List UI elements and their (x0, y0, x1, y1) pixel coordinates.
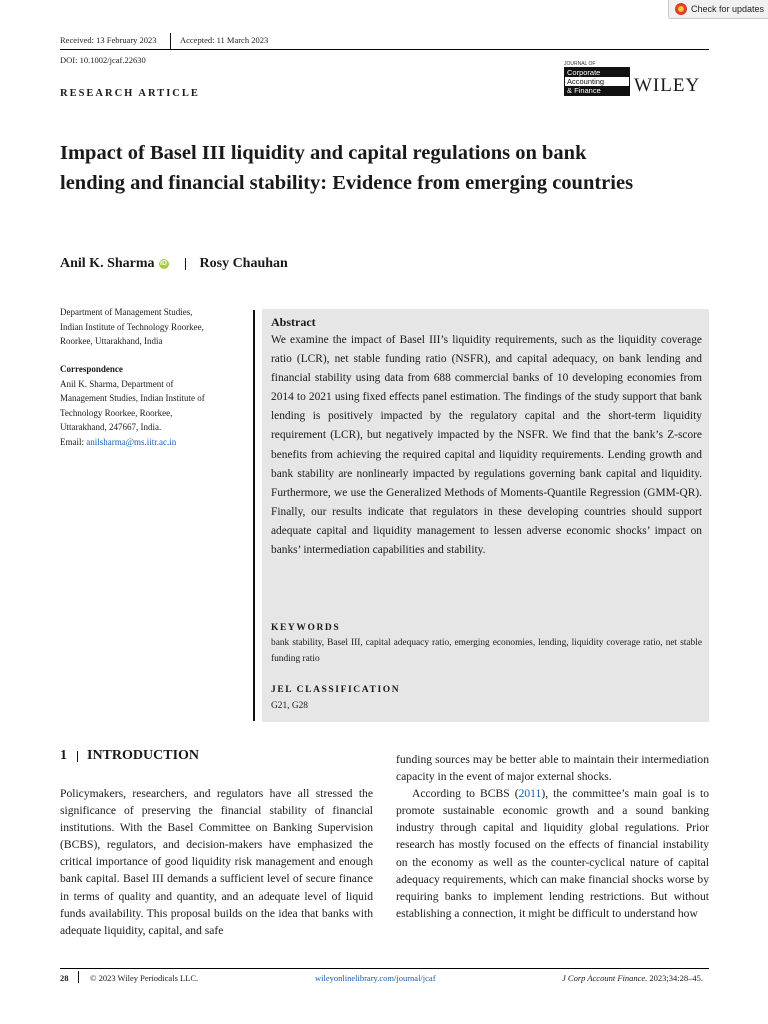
email-link[interactable]: anilsharma@ms.iitr.ac.in (86, 436, 177, 447)
correspondence-line: Management Studies, Indian Institute of (60, 393, 205, 403)
correspondence-line: Anil K. Sharma, Department of (60, 378, 174, 389)
author-name[interactable]: Anil K. Sharma (60, 256, 155, 271)
keywords-list: bank stability, Basel III, capital adequacy ratio, emerging economies, lending, liquidity coverage ratio, net stable funding ratio (271, 638, 702, 664)
crossmark-icon (675, 3, 687, 15)
section-title: INTRODUCTION (87, 748, 200, 763)
correspondence-line: Uttarakhand, 247667, India. (60, 422, 162, 432)
journal-logo (564, 67, 630, 96)
paragraph-text: According to BCBS ( (412, 787, 519, 801)
journal-logo-line: Accounting (565, 77, 629, 86)
keywords-heading: KEYWORDS (271, 623, 341, 633)
paragraph-text: ), the committee’s main goal is to promote sustainable economic growth and a sound banking industry through capital and liquidity global regulations. Prior research has mostly focused on the effects of financial instability on the economy as well as the counter-cyclical nature of capital adequacy requirements, which can make financial shocks worse by requiring banks to implement lending restrictions. But without establishing a connection, it might be difficult to understand how (396, 787, 710, 920)
paragraph (396, 785, 709, 922)
journal-url-link[interactable]: wileyonlinelibrary.com/journal/jcaf (315, 973, 436, 983)
affiliation-line: Department of Management Studies, (60, 307, 193, 317)
footer-separator (78, 971, 79, 983)
orcid-icon[interactable]: iD (160, 260, 168, 267)
correspondence (60, 362, 245, 449)
meta-separator (170, 33, 171, 49)
section-heading (60, 748, 199, 764)
jel-heading: JEL CLASSIFICATION (271, 685, 401, 695)
article-title: Impact of Basel III liquidity and capital regulations on bank lending and financial stability: Evidence from emerging countries (60, 142, 634, 194)
abstract-text: We examine the impact of Basel III’s liquidity requirements, such as the liquidity coverage ratio (LCR), net stable funding ratio (NSFR), and capital adequacy, on bank lending and financial stability using data from 688 commercial banks of 10 developing economies from 2014 to 2021 using fixed effects panel estimation. The findings of the study support that bank lending is positively impacted by the regulatory capital and the short-term liquidity requirement (LCR), but negatively impacted by the NSFR. We find that the bank’s Z-score benefits from achieving the required capital and liquidity requirements. Lending growth and bank stability are nonlinearly impacted by regulations governing bank capital and liquidity. Furthermore, we use the Generalized Methods of Moments-Quantile Regression (GMM-QR). Finally, our results indicate that regulators in these developing countries should support adequate capital and liquidity management to lessen adverse economic shocks’ impact on banks’ intermediation capabilities and stability. (271, 334, 702, 557)
publisher-logo: WILEY (634, 75, 701, 96)
doi: DOI: 10.1002/jcaf.22630 (60, 55, 146, 65)
correspondence-heading: Correspondence (60, 364, 123, 374)
received-date: Received: 13 February 2023 (60, 35, 157, 45)
affiliation-line: Roorkee, Uttarakhand, India (60, 336, 163, 346)
journal-citation (562, 973, 703, 983)
section-separator (77, 751, 78, 762)
email-line (60, 435, 245, 450)
accepted-date: Accepted: 11 March 2023 (180, 35, 269, 45)
abstract-heading: Abstract (271, 315, 316, 329)
journal-logo-line: & Finance (565, 86, 629, 95)
footer-rule (60, 968, 709, 969)
citation-volume: 2023;34:28–45. (647, 973, 704, 983)
author-list (60, 256, 288, 272)
affiliation-line: Indian Institute of Technology Roorkee, (60, 321, 204, 332)
check-for-updates-button[interactable] (668, 0, 768, 19)
author-name[interactable]: Rosy Chauhan (199, 256, 288, 271)
paragraph: Policymakers, researchers, and regulators have all stressed the significance of preserving the financial stability of financial institutions. With the Basel Committee on Banking Supervision (BCBS), regulators, and decision-makers have emphasized the critical importance of good liquidity risk management and enough bank capital. Basel III demands a sufficient level of secure finance in terms of quality and quantity, and an adequate level of liquid funds availability. This proposal builds on the idea that banks with adequate liquidity, capital, and safe (60, 787, 373, 937)
journal-logo-line: Corporate (565, 68, 629, 77)
header-rule (60, 49, 709, 50)
citation-journal: J Corp Account Finance. (562, 973, 648, 983)
page-number: 28 (60, 973, 69, 983)
journal-logo-small: JOURNAL OF (564, 61, 596, 67)
jel-codes: G21, G28 (271, 701, 308, 711)
author-separator (185, 258, 186, 270)
paragraph: funding sources may be better able to maintain their intermediation capacity in the event of major external shocks. (396, 753, 709, 784)
copyright: © 2023 Wiley Periodicals LLC. (90, 973, 199, 983)
section-label: RESEARCH ARTICLE (60, 88, 200, 99)
section-number: 1 (60, 748, 67, 763)
correspondence-line: Technology Roorkee, Roorkee, (60, 407, 173, 418)
affiliation (60, 305, 245, 349)
abstract-rule (253, 310, 255, 721)
citation-link[interactable]: 2011 (518, 787, 542, 801)
body-column-right (396, 751, 709, 922)
check-for-updates-label: Check for updates (691, 4, 765, 14)
body-column-left (60, 785, 373, 939)
email-label: Email: (60, 436, 84, 447)
